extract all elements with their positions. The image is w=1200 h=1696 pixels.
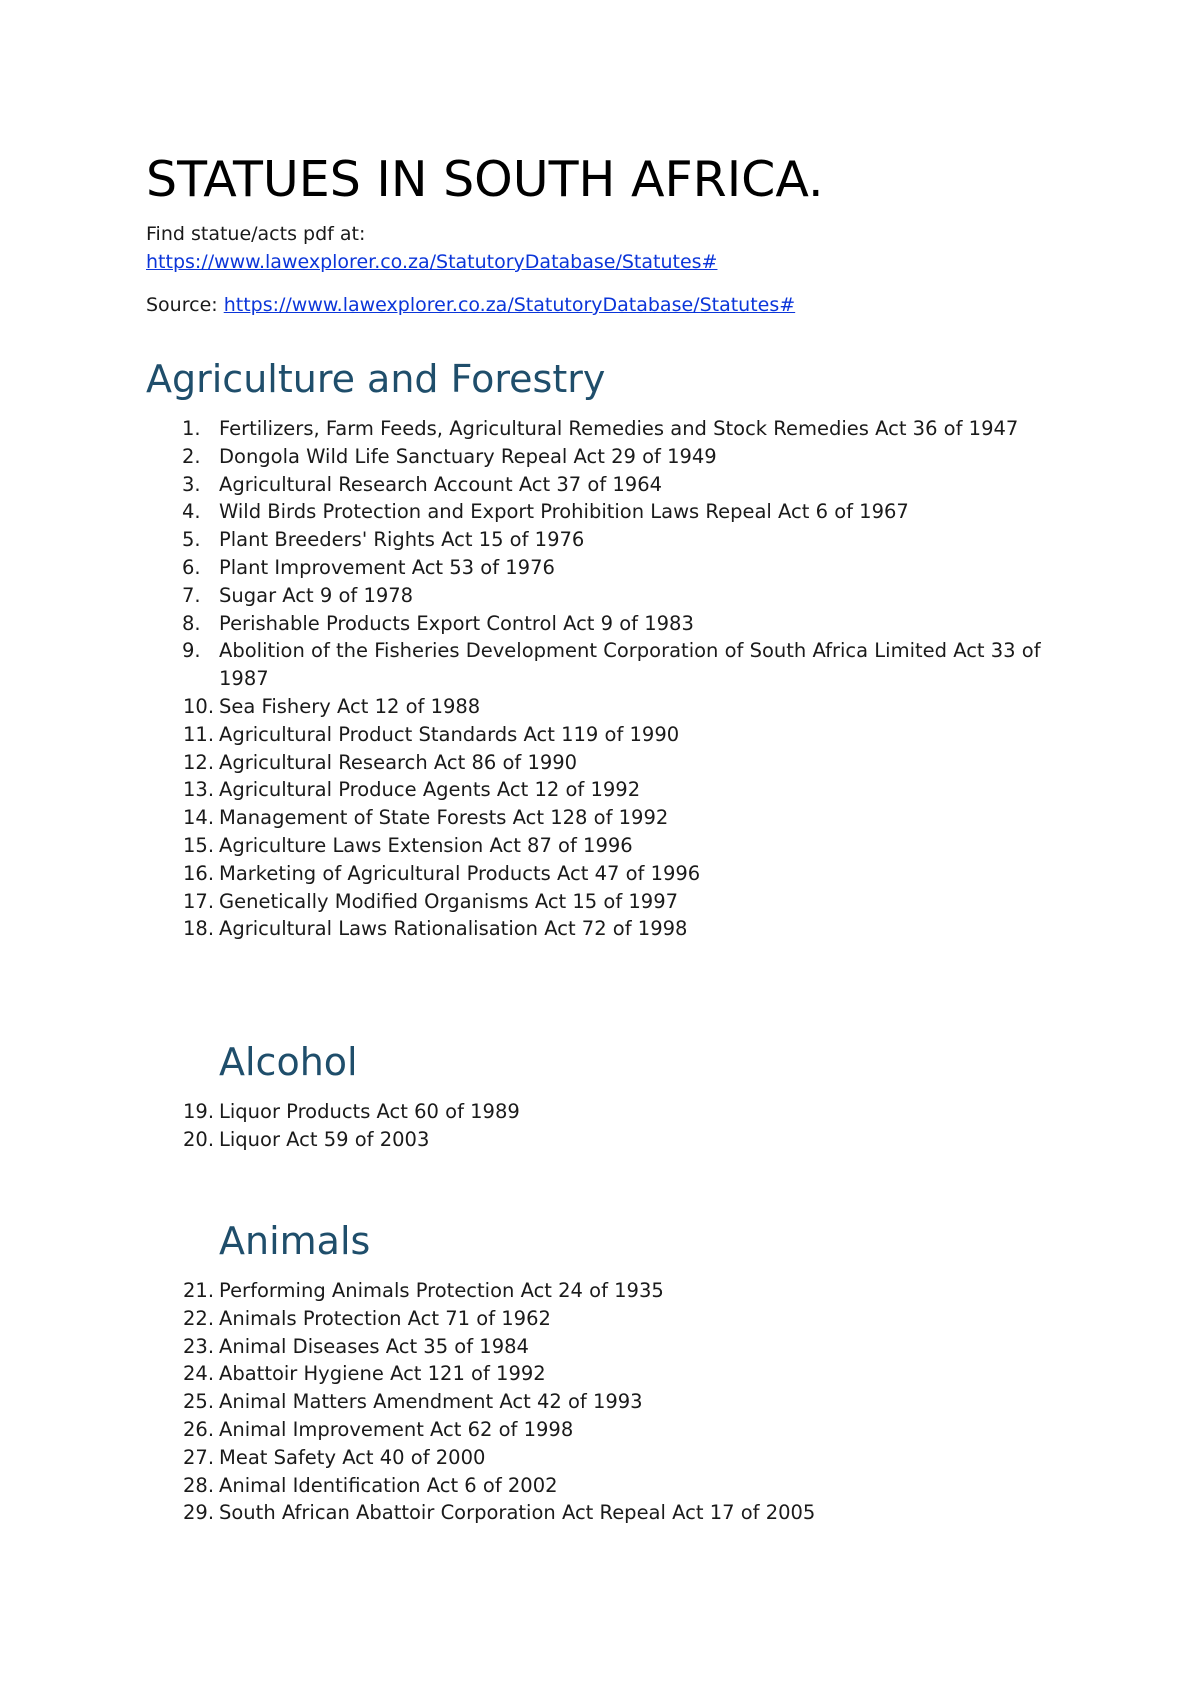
act-title: Management of State Forests Act 128 of 1992: [219, 806, 669, 830]
act-title: Abattoir Hygiene Act 121 of 1992: [219, 1362, 546, 1386]
act-title: Wild Birds Protection and Export Prohibition Laws Repeal Act 6 of 1967: [219, 500, 909, 524]
act-list-item: [0, 860, 1059, 888]
act-title: Dongola Wild Life Sanctuary Repeal Act 29 of 1949: [219, 444, 717, 468]
act-list-item: [0, 610, 1059, 638]
act-number: 16.: [183, 861, 215, 885]
act-list-item: [0, 1499, 1059, 1527]
act-list-item: [0, 1444, 1059, 1472]
act-list-item: [0, 1388, 1059, 1416]
act-number: 13.: [183, 778, 215, 802]
act-title: Animal Identification Act 6 of 2002: [219, 1473, 558, 1497]
act-list-item: [0, 1472, 1059, 1500]
act-number: 14.: [183, 806, 215, 830]
act-list-item: [0, 693, 1059, 721]
intro-link[interactable]: https://www.lawexplorer.co.za/StatutoryDatabase/Statutes#: [146, 251, 718, 273]
act-title: Animal Diseases Act 35 of 1984: [219, 1334, 529, 1358]
act-number: 9.: [182, 639, 201, 663]
act-number: 27.: [183, 1445, 215, 1469]
act-list-item: [0, 1305, 1059, 1333]
act-number: 23.: [183, 1334, 215, 1358]
act-number: 24.: [183, 1362, 215, 1386]
act-list-item: [0, 415, 1059, 443]
act-number: 19.: [183, 1100, 215, 1123]
act-number: 17.: [183, 889, 215, 913]
act-title: Performing Animals Protection Act 24 of 1935: [219, 1279, 664, 1302]
act-title: Agricultural Research Account Act 37 of 1964: [219, 472, 663, 496]
act-list-item: [0, 1126, 1059, 1154]
act-title: Agricultural Research Act 86 of 1990: [219, 750, 578, 774]
act-title: Plant Improvement Act 53 of 1976: [219, 555, 555, 579]
source-line: [146, 291, 795, 319]
act-title: Genetically Modified Organisms Act 15 of 1997: [219, 889, 679, 913]
act-list-item: [0, 804, 1059, 832]
act-title: Abolition of the Fisheries Development Corporation of South Africa Limited Act 33 of 1987: [219, 639, 1041, 691]
act-number: 1.: [182, 417, 201, 440]
act-title: Agricultural Product Standards Act 119 of 1990: [219, 722, 680, 746]
act-title: Agricultural Produce Agents Act 12 of 1992: [219, 778, 641, 802]
act-list-item: [0, 832, 1059, 860]
act-number: 7.: [182, 583, 201, 607]
alcohol-act-list: [0, 1098, 1059, 1154]
act-title: Marketing of Agricultural Products Act 47 of 1996: [219, 861, 701, 885]
section-heading-animals: Animals: [219, 1219, 371, 1263]
source-link[interactable]: https://www.lawexplorer.co.za/StatutoryDatabase/Statutes#: [223, 294, 796, 316]
act-number: 29.: [183, 1501, 215, 1525]
act-number: 15.: [183, 833, 215, 857]
act-list-item: [0, 554, 1059, 582]
section-heading-agriculture: Agriculture and Forestry: [146, 357, 606, 401]
act-list-item: [0, 471, 1059, 499]
act-list-item: [0, 1416, 1059, 1444]
act-title: Animal Matters Amendment Act 42 of 1993: [219, 1390, 643, 1414]
act-number: 6.: [182, 555, 201, 579]
act-title: Animal Improvement Act 62 of 1998: [219, 1417, 574, 1441]
act-list-item: [0, 637, 1059, 693]
act-number: 22.: [183, 1306, 215, 1330]
intro-text: Find statue/acts pdf at:: [146, 223, 366, 245]
act-number: 26.: [183, 1417, 215, 1441]
act-list-item: [0, 526, 1059, 554]
act-number: 2.: [182, 444, 201, 468]
act-number: 3.: [182, 472, 201, 496]
section-heading-alcohol: Alcohol: [219, 1040, 358, 1084]
act-list-item: [0, 1360, 1059, 1388]
act-list-item: [0, 721, 1059, 749]
act-title: Meat Safety Act 40 of 2000: [219, 1445, 486, 1469]
act-list-item: [0, 1277, 1059, 1305]
act-list-item: [0, 443, 1059, 471]
act-number: 10.: [183, 694, 215, 718]
act-title: South African Abattoir Corporation Act Repeal Act 17 of 2005: [219, 1501, 816, 1525]
act-number: 21.: [183, 1279, 215, 1302]
act-title: Plant Breeders' Rights Act 15 of 1976: [219, 528, 585, 552]
act-list-item: [0, 888, 1059, 916]
act-list-item: [0, 749, 1059, 777]
agriculture-act-list: [0, 415, 1059, 943]
animals-act-list: [0, 1277, 1059, 1527]
act-number: 4.: [182, 500, 201, 524]
act-list-item: [0, 1098, 1059, 1126]
act-number: 11.: [183, 722, 215, 746]
act-number: 28.: [183, 1473, 215, 1497]
document-title: STATUES IN SOUTH AFRICA.: [146, 151, 824, 208]
act-number: 5.: [182, 528, 201, 552]
act-list-item: [0, 498, 1059, 526]
act-title: Agriculture Laws Extension Act 87 of 1996: [219, 833, 633, 857]
act-title: Sugar Act 9 of 1978: [219, 583, 414, 607]
act-title: Fertilizers, Farm Feeds, Agricultural Remedies and Stock Remedies Act 36 of 1947: [219, 417, 1019, 440]
act-list-item: [0, 776, 1059, 804]
act-list-item: [0, 582, 1059, 610]
act-title: Liquor Act 59 of 2003: [219, 1127, 430, 1151]
act-title: Perishable Products Export Control Act 9 of 1983: [219, 611, 694, 635]
act-number: 12.: [183, 750, 215, 774]
act-title: Liquor Products Act 60 of 1989: [219, 1100, 520, 1123]
act-title: Agricultural Laws Rationalisation Act 72 of 1998: [219, 917, 688, 941]
act-title: Sea Fishery Act 12 of 1988: [219, 694, 481, 718]
act-list-item: [0, 1333, 1059, 1361]
act-number: 20.: [183, 1127, 215, 1151]
act-number: 8.: [182, 611, 201, 635]
intro-paragraph: [146, 220, 717, 276]
act-number: 25.: [183, 1390, 215, 1414]
act-number: 18.: [183, 917, 215, 941]
source-label: Source:: [146, 294, 224, 316]
act-title: Animals Protection Act 71 of 1962: [219, 1306, 551, 1330]
act-list-item: [0, 915, 1059, 943]
